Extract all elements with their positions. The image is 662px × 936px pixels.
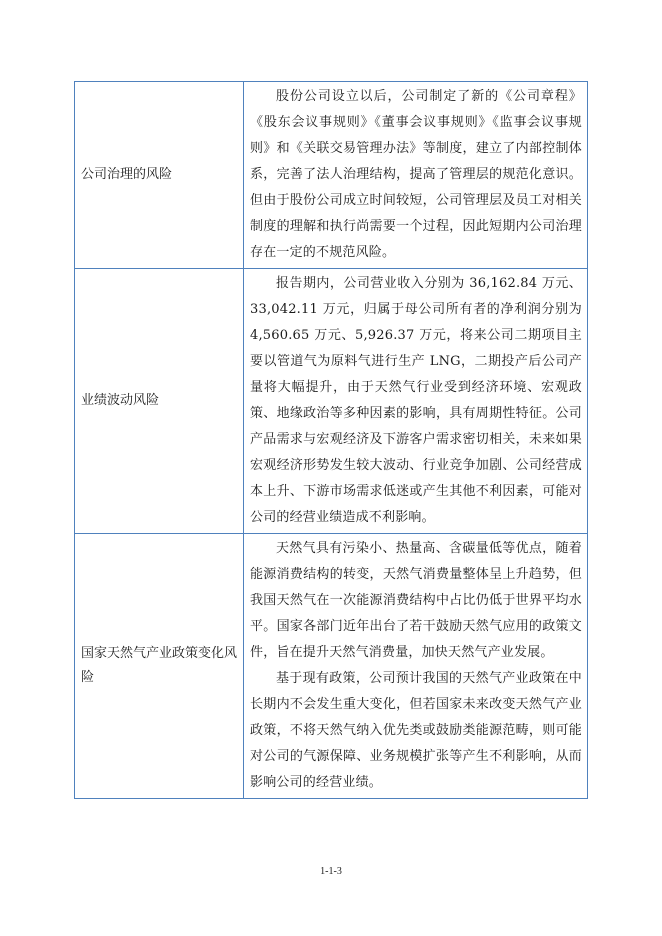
risk-description-cell bbox=[244, 82, 588, 269]
risk-description-paragraph: 天然气具有污染小、热量高、含碳量低等优点，随着能源消费结构的转变，天然气消费量整体呈上升趋势，但我国天然气在一次能源消费结构中占比仍低于世界平均水平。国家各部门近年出台了若干鼓励天然气应用的政策文件，旨在提升天然气消费量，加快天然气产业发展。 bbox=[250, 541, 582, 660]
risk-table bbox=[74, 81, 588, 799]
table-row-performance-risk bbox=[75, 269, 588, 534]
risk-name-cell bbox=[75, 82, 244, 269]
risk-name: 国家天然气产业政策变化风险 bbox=[81, 646, 238, 685]
table-row-policy-risk bbox=[75, 534, 588, 799]
risk-description-paragraph: 基于现有政策，公司预计我国的天然气产业政策在中长期内不会发生重大变化，但若国家未来改变天然气产业政策，不将天然气纳入优先类或鼓励类能源范畴，则可能对公司的气源保障、业务规模扩张等产生不利影响，从而影响公司的经营业绩。 bbox=[250, 671, 582, 790]
page-number: 1-1-3 bbox=[320, 866, 342, 877]
table-row-governance-risk bbox=[75, 82, 588, 269]
risk-name-cell bbox=[75, 534, 244, 799]
risk-name: 业绩波动风险 bbox=[81, 393, 160, 408]
risk-name-cell bbox=[75, 269, 244, 534]
risk-description-paragraph: 股份公司设立以后，公司制定了新的《公司章程》《股东会议事规则》《董事会议事规则》《监事会议事规则》和《关联交易管理办法》等制度，建立了内部控制体系，完善了法人治理结构，提高了管理层的规范化意识。但由于股份公司成立时间较短，公司管理层及员工对相关制度的理解和执行尚需要一个过程，因此短期内公司治理存在一定的不规范风险。 bbox=[250, 89, 582, 260]
risk-description-cell bbox=[244, 269, 588, 534]
risk-description-cell bbox=[244, 534, 588, 799]
risk-name: 公司治理的风险 bbox=[81, 167, 173, 182]
risk-description-paragraph: 报告期内，公司营业收入分别为 36,162.84 万元、33,042.11 万元，归属于母公司所有者的净利润分别为 4,560.65 万元、5,926.37 万元，将来公司二期项目主要以管道气为原料气进行生产 LNG，二期投产后公司产量将大幅提升，由于天然气行业受到经济环境、宏观政策、地缘政治等多种因素的影响，具有周期性特征。公司产品需求与宏观经济及下游客户需求密切相关，未来如果宏观经济形势发生较大波动、行业竞争加剧、公司经营成本上升、下游市场需求低迷或产生其他不利因素，可能对公司的经营业绩造成不利影响。 bbox=[250, 276, 582, 525]
